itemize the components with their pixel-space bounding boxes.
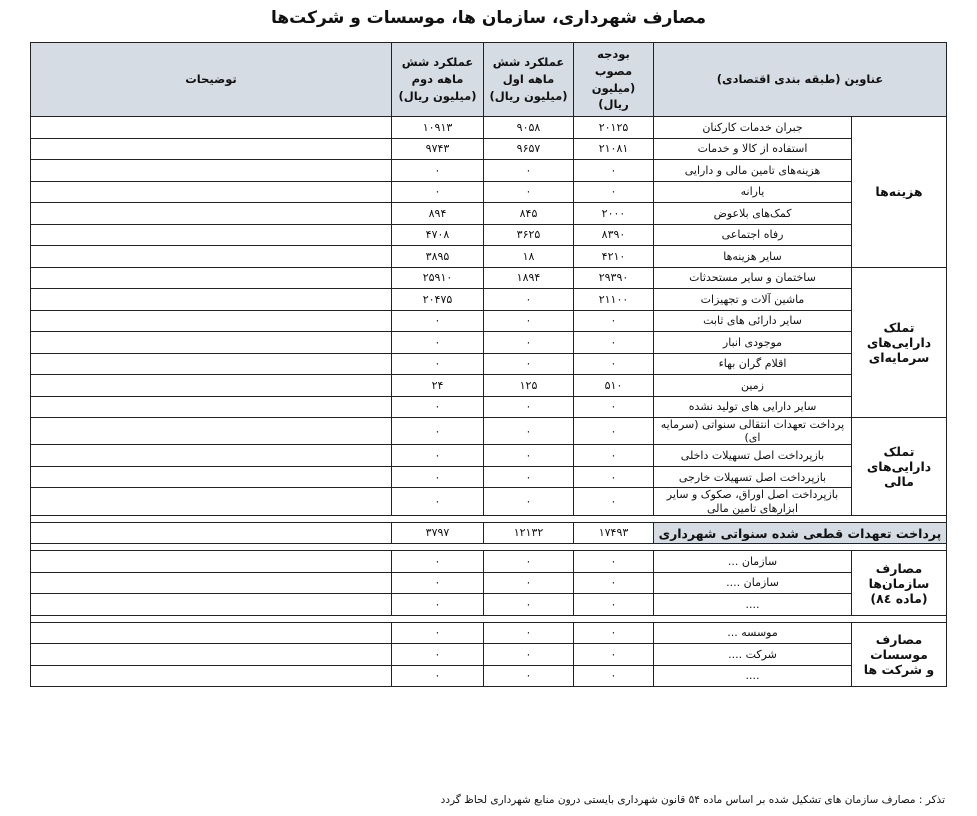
item-title: پرداخت تعهدات انتقالی سنواتی (سرمایه ای) [654, 418, 852, 445]
total-first-half: ۱۲۱۳۲ [484, 522, 574, 544]
expenditure-table [30, 42, 947, 687]
budget-value: ۲۰۱۲۵ [574, 117, 654, 139]
table-row [31, 644, 947, 666]
header-row [31, 43, 947, 117]
header-notes: توضیحات [31, 43, 392, 117]
first-half-value: ۰ [484, 289, 574, 311]
page-title: مصارف شهرداری، سازمان ها، موسسات و شرکت‌ها [270, 8, 707, 28]
first-half-value: ۰ [484, 160, 574, 182]
first-half-value: ۰ [484, 665, 574, 687]
item-title: یارانه [654, 181, 852, 203]
first-half-value: ۰ [484, 622, 574, 644]
table-row [31, 203, 947, 225]
spacer-row [31, 544, 947, 551]
table-row [31, 117, 947, 139]
table-row [31, 466, 947, 488]
notes-cell [31, 267, 392, 289]
notes-cell [31, 644, 392, 666]
second-half-value: ۲۰۴۷۵ [392, 289, 484, 311]
first-half-value: ۱۸ [484, 246, 574, 268]
budget-value: ۸۳۹۰ [574, 224, 654, 246]
budget-value: ۲۰۰۰ [574, 203, 654, 225]
second-half-value: ۲۵۹۱۰ [392, 267, 484, 289]
spacer-row [31, 515, 947, 522]
first-half-value: ۰ [484, 572, 574, 594]
spacer-cell [31, 544, 947, 551]
table-row [31, 551, 947, 573]
item-title: .... [654, 594, 852, 616]
notes-cell [31, 622, 392, 644]
item-title: سایر دارایی های تولید نشده [654, 396, 852, 418]
budget-value: ۰ [574, 445, 654, 467]
notes-cell [31, 181, 392, 203]
budget-value: ۰ [574, 594, 654, 616]
table-row [31, 332, 947, 354]
table-row [31, 665, 947, 687]
budget-value: ۰ [574, 160, 654, 182]
total-label: پرداخت تعهدات قطعی شده سنواتی شهرداری [654, 522, 947, 544]
item-title: استفاده از کالا و خدمات [654, 138, 852, 160]
budget-value: ۰ [574, 353, 654, 375]
second-half-value: ۰ [392, 353, 484, 375]
notes-cell [31, 418, 392, 445]
notes-cell [31, 353, 392, 375]
first-half-value: ۰ [484, 181, 574, 203]
notes-cell [31, 332, 392, 354]
budget-value: ۰ [574, 572, 654, 594]
item-title: ماشین آلات و تجهیزات [654, 289, 852, 311]
table-row [31, 224, 947, 246]
second-half-value: ۲۴ [392, 375, 484, 397]
table-row [31, 622, 947, 644]
notes-cell [31, 289, 392, 311]
budget-value: ۰ [574, 418, 654, 445]
second-half-value: ۰ [392, 466, 484, 488]
group-label-line: تملک [883, 443, 915, 459]
budget-value: ۰ [574, 332, 654, 354]
total-second-half: ۳۷۹۷ [392, 522, 484, 544]
first-half-value: ۹۰۵۸ [484, 117, 574, 139]
first-half-value: ۳۶۲۵ [484, 224, 574, 246]
group-label-line: هزینه‌ها [875, 184, 923, 200]
second-half-value: ۱۰۹۱۳ [392, 117, 484, 139]
group-label-orgs [852, 551, 947, 616]
budget-value: ۰ [574, 551, 654, 573]
first-half-value: ۰ [484, 332, 574, 354]
group-label-line: دارایی‌های [866, 458, 932, 474]
budget-value: ۰ [574, 310, 654, 332]
second-half-value: ۰ [392, 160, 484, 182]
notes-cell [31, 160, 392, 182]
item-title: سازمان ... [654, 551, 852, 573]
header-second-half: عملکرد شش ماهه دوم (میلیون ریال) [392, 43, 484, 117]
notes-cell [31, 203, 392, 225]
first-half-value: ۸۴۵ [484, 203, 574, 225]
first-half-value: ۰ [484, 594, 574, 616]
notes-cell [31, 310, 392, 332]
table-row [31, 396, 947, 418]
second-half-value: ۰ [392, 594, 484, 616]
item-title: موسسه ... [654, 622, 852, 644]
table-row [31, 418, 947, 445]
group-label-line: تملک [883, 319, 915, 335]
item-title: شرکت .... [654, 644, 852, 666]
header-titles: عناوین (طبقه بندی اقتصادی) [654, 43, 947, 117]
header-first-half: عملکرد شش ماهه اول (میلیون ریال) [484, 43, 574, 117]
second-half-value: ۰ [392, 418, 484, 445]
first-half-value: ۰ [484, 310, 574, 332]
table-row [31, 267, 947, 289]
item-title: بازپرداخت اصل تسهیلات داخلی [654, 445, 852, 467]
second-half-value: ۰ [392, 181, 484, 203]
budget-value: ۴۲۱۰ [574, 246, 654, 268]
spacer-row [31, 615, 947, 622]
group-label-line: (ماده ۸٤) [870, 590, 928, 606]
first-half-value: ۰ [484, 488, 574, 515]
notes-cell [31, 138, 392, 160]
table-row [31, 375, 947, 397]
first-half-value: ۰ [484, 644, 574, 666]
second-half-value: ۰ [392, 551, 484, 573]
second-half-value: ۰ [392, 622, 484, 644]
notes-cell [31, 522, 392, 544]
budget-value: ۰ [574, 488, 654, 515]
group-label-capital [852, 267, 947, 418]
first-half-value: ۰ [484, 466, 574, 488]
second-half-value: ۳۸۹۵ [392, 246, 484, 268]
second-half-value: ۰ [392, 310, 484, 332]
group-label-line: مصارف موسسات [870, 632, 928, 662]
total-row [31, 522, 947, 544]
item-title: سایر هزینه‌ها [654, 246, 852, 268]
group-label-line: مالی [884, 473, 914, 489]
notes-cell [31, 117, 392, 139]
notes-cell [31, 466, 392, 488]
table-row [31, 445, 947, 467]
first-half-value: ۰ [484, 396, 574, 418]
table-row [31, 246, 947, 268]
table-row [31, 181, 947, 203]
notes-cell [31, 224, 392, 246]
group-label-expenses [852, 117, 947, 268]
budget-value: ۰ [574, 396, 654, 418]
item-title: بازپرداخت اصل اوراق، صکوک و سایر ابزارهای تامین مالی [654, 488, 852, 515]
total-budget: ۱۷۴۹۳ [574, 522, 654, 544]
budget-value: ۲۱۰۸۱ [574, 138, 654, 160]
table-row [31, 160, 947, 182]
item-title: موجودی انبار [654, 332, 852, 354]
second-half-value: ۴۷۰۸ [392, 224, 484, 246]
group-label-line: سرمایه‌ای [868, 349, 930, 365]
spacer-cell [31, 515, 947, 522]
table-row [31, 594, 947, 616]
second-half-value: ۰ [392, 665, 484, 687]
table-row [31, 138, 947, 160]
item-title: جبران خدمات کارکنان [654, 117, 852, 139]
second-half-value: ۰ [392, 396, 484, 418]
notes-cell [31, 396, 392, 418]
second-half-value: ۰ [392, 572, 484, 594]
second-half-value: ۸۹۴ [392, 203, 484, 225]
first-half-value: ۰ [484, 551, 574, 573]
budget-value: ۰ [574, 622, 654, 644]
group-label-companies [852, 622, 947, 687]
notes-cell [31, 488, 392, 515]
notes-cell [31, 572, 392, 594]
notes-cell [31, 665, 392, 687]
item-title: بازپرداخت اصل تسهیلات خارجی [654, 466, 852, 488]
table-row [31, 488, 947, 515]
budget-value: ۰ [574, 644, 654, 666]
notes-cell [31, 246, 392, 268]
group-label-line: دارایی‌های [866, 334, 932, 350]
budget-value: ۰ [574, 466, 654, 488]
item-title: سازمان .... [654, 572, 852, 594]
item-title: کمک‌های بلاعوض [654, 203, 852, 225]
budget-value: ۲۹۳۹۰ [574, 267, 654, 289]
item-title: سایر دارائی های ثابت [654, 310, 852, 332]
notes-cell [31, 551, 392, 573]
second-half-value: ۰ [392, 644, 484, 666]
budget-value: ۵۱۰ [574, 375, 654, 397]
item-title: اقلام گران بهاء [654, 353, 852, 375]
second-half-value: ۹۷۴۳ [392, 138, 484, 160]
first-half-value: ۱۸۹۴ [484, 267, 574, 289]
second-half-value: ۰ [392, 488, 484, 515]
table-row [31, 310, 947, 332]
second-half-value: ۰ [392, 445, 484, 467]
group-label-financial [852, 418, 947, 516]
item-title: رفاه اجتماعی [654, 224, 852, 246]
second-half-value: ۰ [392, 332, 484, 354]
first-half-value: ۰ [484, 445, 574, 467]
budget-value: ۲۱۱۰۰ [574, 289, 654, 311]
first-half-value: ۹۶۵۷ [484, 138, 574, 160]
header-budget: بودجه مصوب (میلیون ریال) [574, 43, 654, 117]
item-title: زمین [654, 375, 852, 397]
notes-cell [31, 375, 392, 397]
spacer-cell [31, 615, 947, 622]
item-title: .... [654, 665, 852, 687]
table-row [31, 572, 947, 594]
group-label-line: مصارف سازمان‌ها [868, 560, 930, 591]
first-half-value: ۱۲۵ [484, 375, 574, 397]
notes-cell [31, 445, 392, 467]
table-row [31, 289, 947, 311]
first-half-value: ۰ [484, 418, 574, 445]
table-row [31, 353, 947, 375]
item-title: هزینه‌های تامین مالی و دارایی [654, 160, 852, 182]
item-title: ساختمان و سایر مستحدثات [654, 267, 852, 289]
group-label-line: و شرکت ها [863, 662, 935, 677]
budget-value: ۰ [574, 665, 654, 687]
first-half-value: ۰ [484, 353, 574, 375]
notes-cell [31, 594, 392, 616]
budget-value: ۰ [574, 181, 654, 203]
footnote: تذکر : مصارف سازمان های تشکیل شده بر اساس ماده ۵۴ قانون شهرداری بایستی درون منابع شهرداری لحاظ گردد [440, 794, 945, 806]
